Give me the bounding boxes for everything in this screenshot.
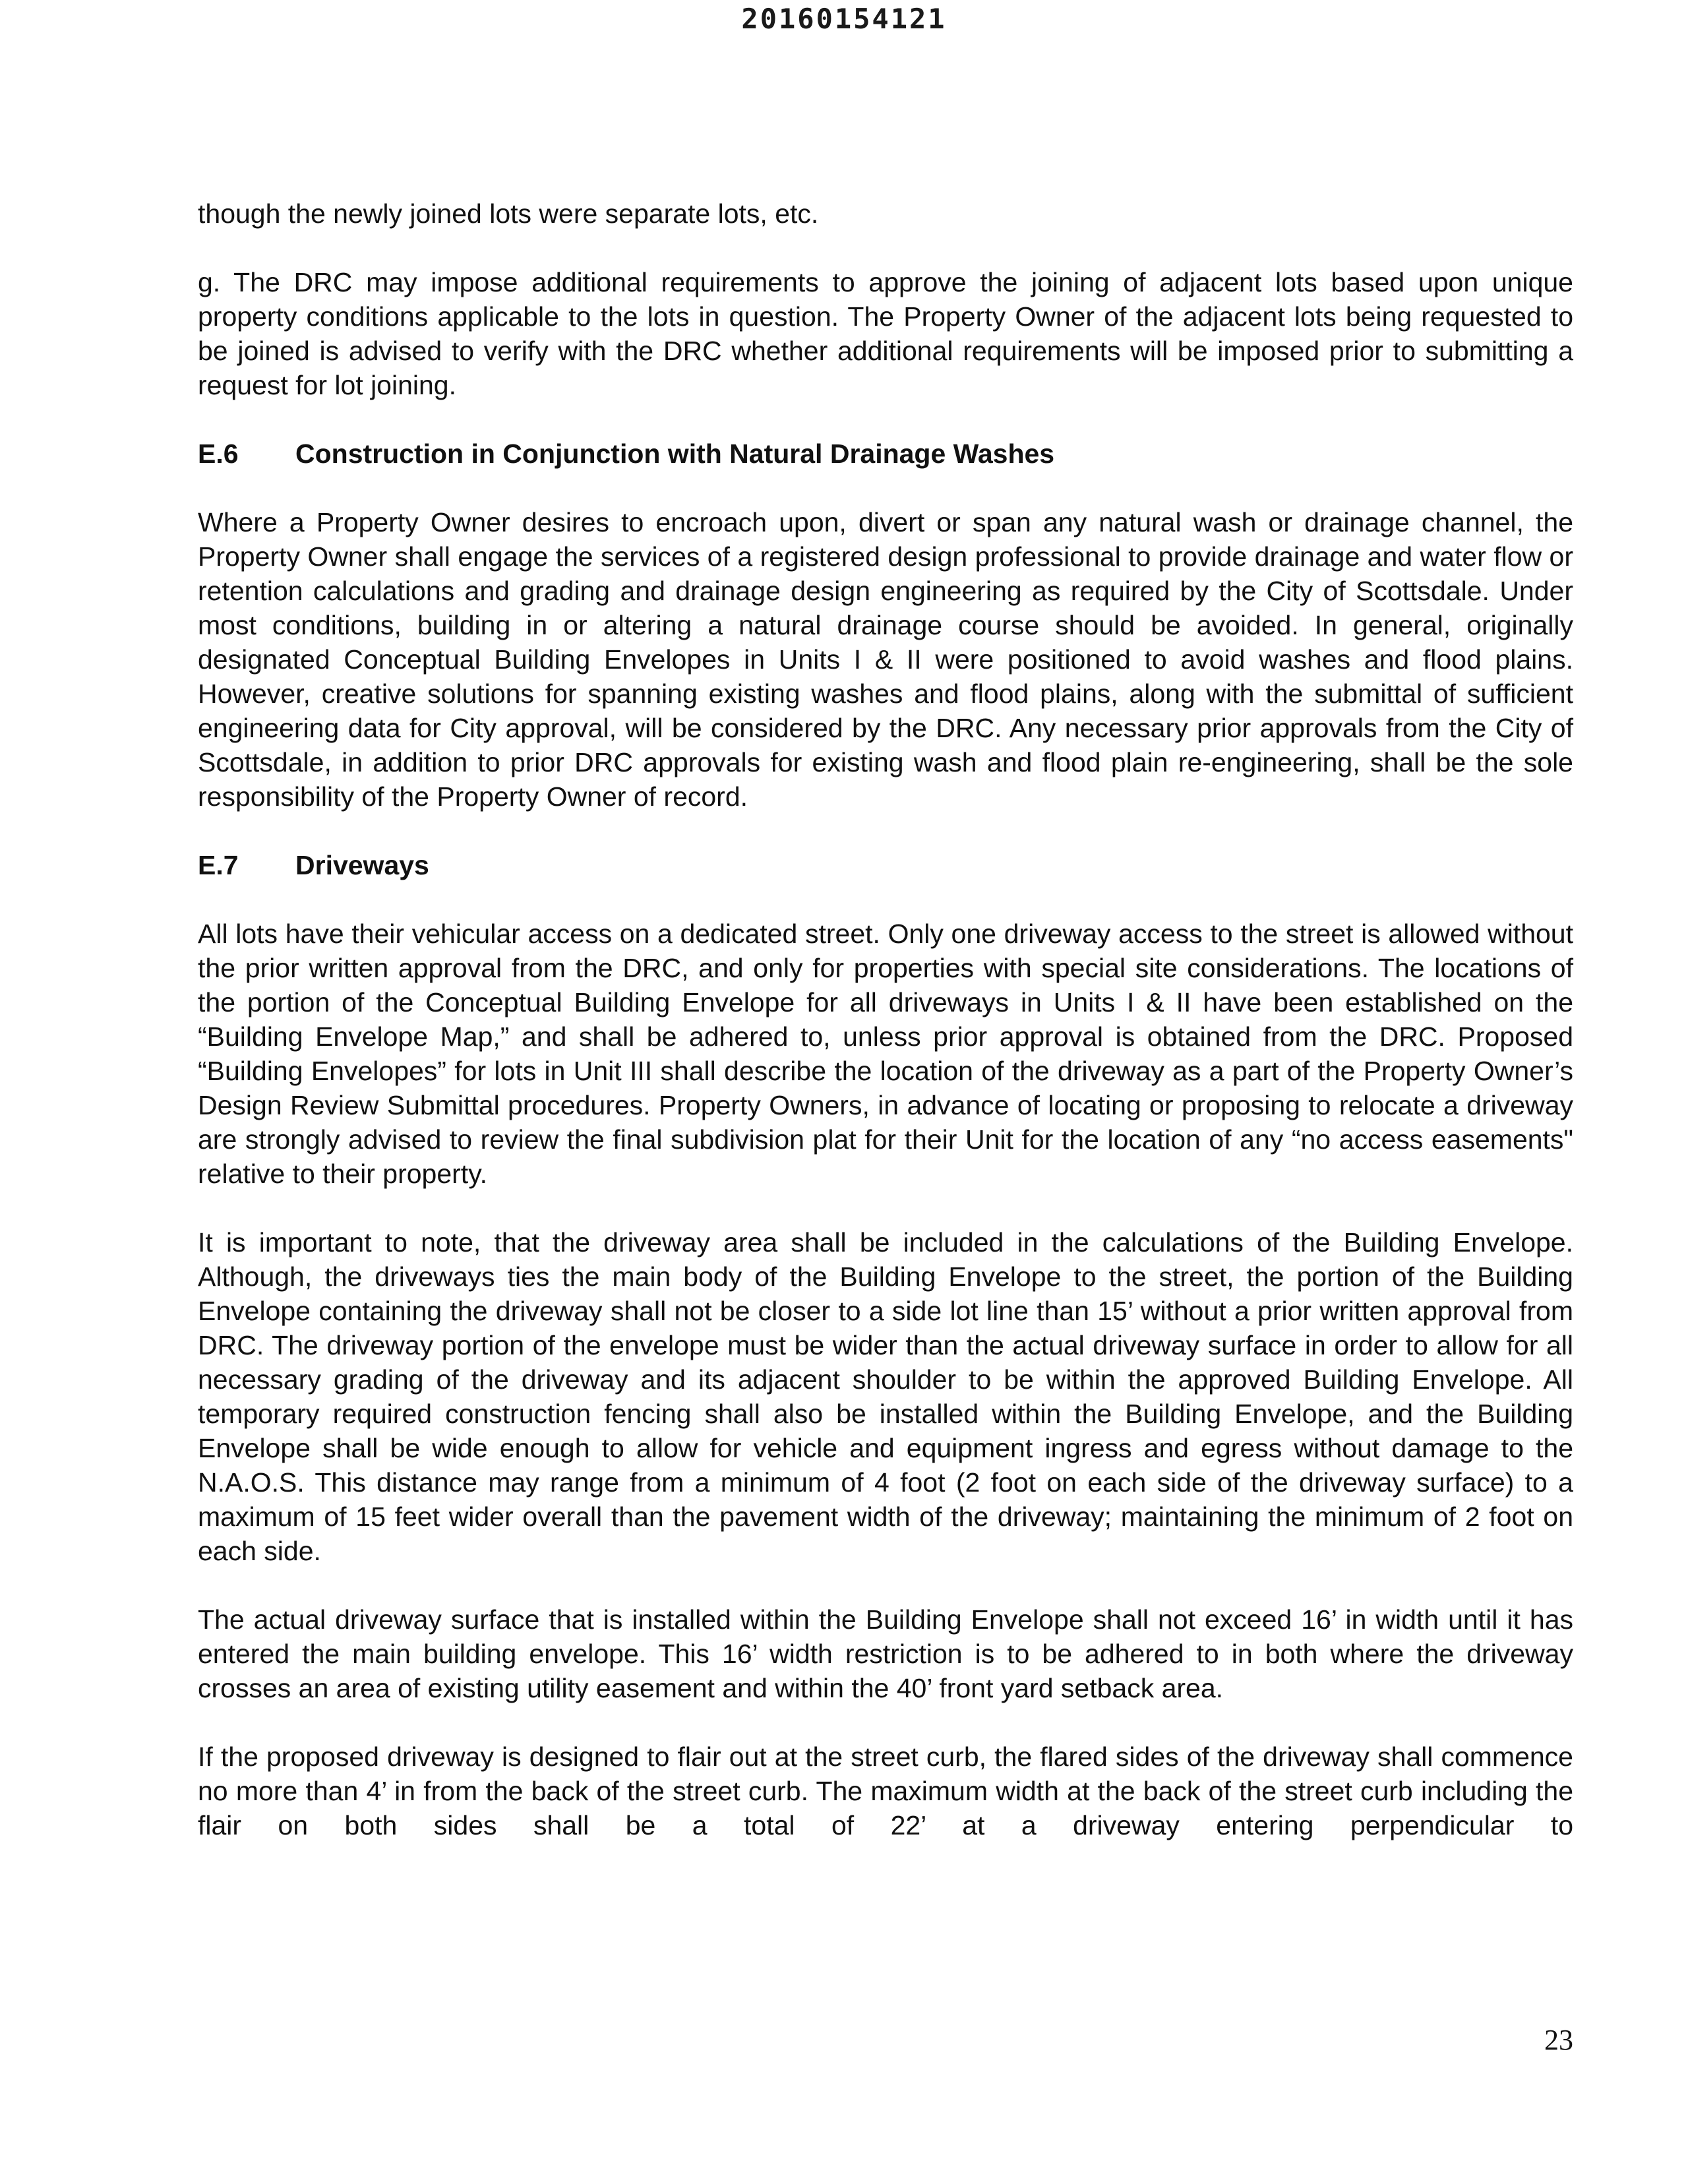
page-number: 23 (1544, 2024, 1573, 2056)
section-title-e6: Construction in Conjunction with Natural Drainage Washes (295, 439, 1055, 469)
document-number: 20160154121 (741, 3, 947, 35)
section-heading-e7 (198, 848, 1573, 882)
paragraph-driveway-envelope: It is important to note, that the driveway area shall be included in the calculations of the Building Envelope. Although, the driveways ties the main body of the Building Envelope to the street, the portion of the Building Envelope containing the driveway shall not be closer to a side lot line than 15’ without a prior written approval from DRC. The driveway portion of the envelope must be wider than the actual driveway surface in order to allow for all necessary grading of the driveway and its adjacent shoulder to be within the approved Building Envelope. All temporary required construction fencing shall also be installed within the Building Envelope, and the Building Envelope shall be wide enough to allow for vehicle and equipment ingress and egress without damage to the N.A.O.S. This distance may range from a minimum of 4 foot (2 foot on each side of the driveway surface) to a maximum of 15 feet wider overall than the pavement width of the driveway; maintaining the minimum of 2 foot on each side. (198, 1227, 1573, 1566)
paragraph-lot-joining-requirements: g. The DRC may impose additional requirements to approve the joining of adjacent lots based upon unique property conditions applicable to the lots in question. The Property Owner of the adjacent lots being requested to be joined is advised to verify with the DRC whether additional requirements will be imposed prior to submitting a request for lot joining. (198, 267, 1573, 400)
paragraph-driveway-width: The actual driveway surface that is installed within the Building Envelope shall not exceed 16’ in width until it has entered the main building envelope. This 16’ width restriction is to be adhered to in both where the driveway crosses an area of existing utility easement and within the 40’ front yard setback area. (198, 1604, 1573, 1703)
section-number-e6: E.6 (198, 439, 239, 469)
paragraph-drainage-washes: Where a Property Owner desires to encroach upon, divert or span any natural wash or drainage channel, the Property Owner shall engage the services of a registered design professional to provide drainage and water flow or retention calculations and grading and drainage design engineering as required by the City of Scottsdale. Under most conditions, building in or altering a natural drainage course should be avoided. In general, originally designated Conceptual Building Envelopes in Units I & II were positioned to avoid washes and flood plains. However, creative solutions for spanning existing washes and flood plains, along with the submittal of sufficient engineering data for City approval, will be considered by the DRC. Any necessary prior approvals from the City of Scottsdale, in addition to prior DRC approvals for existing wash and flood plain re-engineering, shall be the sole responsibility of the Property Owner of record. (198, 507, 1573, 812)
page-body (198, 197, 1573, 1877)
section-title-e7: Driveways (295, 850, 429, 880)
paragraph-driveway-access: All lots have their vehicular access on a dedicated street. Only one driveway access to the street is allowed without the prior written approval from the DRC, and only for properties with special site considerations. The locations of the portion of the Conceptual Building Envelope for all driveways in Units I & II have been established on the “Building Envelope Map,” and shall be adhered to, unless prior approval is obtained from the DRC. Proposed “Building Envelopes” for lots in Unit III shall describe the location of the driveway as a part of the Property Owner’s Design Review Submittal procedures. Property Owners, in advance of locating or proposing to relocate a driveway are strongly advised to review the final subdivision plat for their Unit for the location of any “no access easements" relative to their property. (198, 919, 1573, 1189)
paragraph-driveway-flair: If the proposed driveway is designed to flair out at the street curb, the flared sides of the driveway shall commence no more than 4’ in from the back of the street curb. The maximum width at the back of the street curb including the flair on both sides shall be a total of 22’ at a driveway entering perpendicular to (198, 1742, 1573, 1840)
section-number-e7: E.7 (198, 850, 239, 880)
section-heading-e6 (198, 437, 1573, 471)
paragraph-continuation: though the newly joined lots were separate lots, etc. (198, 198, 819, 229)
